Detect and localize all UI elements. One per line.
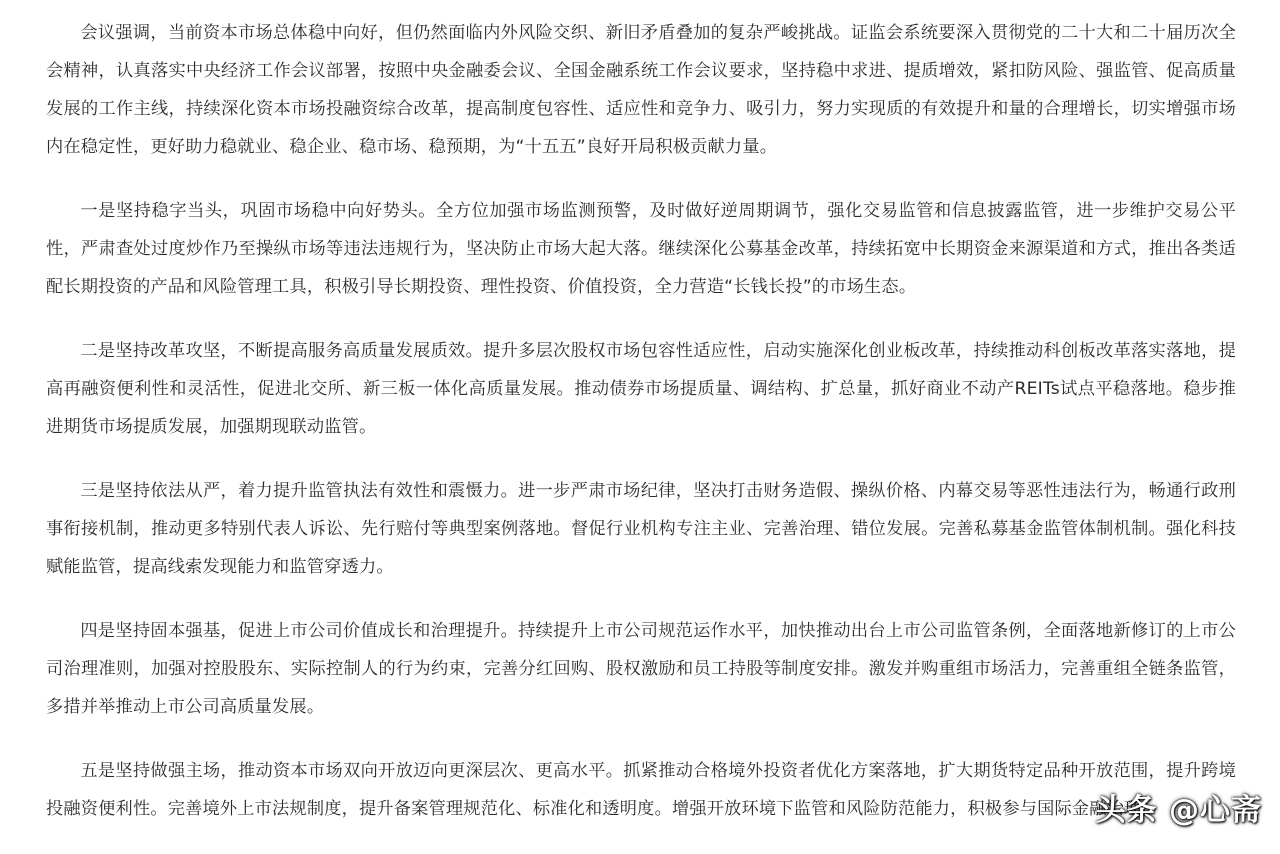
paragraph-point-3: 三是坚持依法从严，着力提升监管执法有效性和震慑力。进一步严肃市场纪律，坚决打击财务造假、操纵价格、内幕交易等恶性违法行为，畅通行政刑事衔接机制，推动更多特别代表人诉讼、先行赔付等典型案例落地。督促行业机构专注主业、完善治理、错位发展。完善私募基金监管体制机制。强化科技赋能监管，提高线索发现能力和监管穿透力。 — [46, 481, 1236, 577]
paragraph-point-4: 四是坚持固本强基，促进上市公司价值成长和治理提升。持续提升上市公司规范运作水平，加快推动出台上市公司监管条例，全面落地新修订的上市公司治理准则，加强对控股股东、实际控制人的行为约束，完善分红回购、股权激励和员工持股等制度安排。激发并购重组市场活力，完善重组全链条监管，多措并举推动上市公司高质量发展。 — [46, 621, 1236, 717]
article-body — [46, 14, 1236, 854]
paragraph-point-5: 五是坚持做强主场，推动资本市场双向开放迈向更深层次、更高水平。抓紧推动合格境外投资者优化方案落地，扩大期货特定品种开放范围，提升跨境投融资便利性。完善境外上市法规制度，提升备案管理规范化、标准化和透明度。增强开放环境下监管和风险防范能力，积极参与国际金融治理。 — [46, 761, 1236, 819]
paragraph-intro: 会议强调，当前资本市场总体稳中向好，但仍然面临内外风险交织、新旧矛盾叠加的复杂严峻挑战。证监会系统要深入贯彻党的二十大和二十届历次全会精神，认真落实中央经济工作会议部署，按照中央金融委会议、全国金融系统工作会议要求，坚持稳中求进、提质增效，紧扣防风险、强监管、促高质量发展的工作主线，持续深化资本市场投融资综合改革，提高制度包容性、适应性和竞争力、吸引力，努力实现质的有效提升和量的合理增长，切实增强市场内在稳定性，更好助力稳就业、稳企业、稳市场、稳预期，为“十五五”良好开局积极贡献力量。 — [46, 23, 1236, 157]
watermark-text: 头条 @心斋 — [1095, 793, 1262, 828]
watermark — [1096, 785, 1262, 829]
paragraph-point-2: 二是坚持改革攻坚，不断提高服务高质量发展质效。提升多层次股权市场包容性适应性，启动实施深化创业板改革，持续推动科创板改革落实落地，提高再融资便利性和灵活性，促进北交所、新三板一体化高质量发展。推动债券市场提质量、调结构、扩总量，抓好商业不动产REITs试点平稳落地。稳步推进期货市场提质发展，加强期现联动监管。 — [46, 341, 1236, 437]
paragraph-point-1: 一是坚持稳字当头，巩固市场稳中向好势头。全方位加强市场监测预警，及时做好逆周期调节，强化交易监管和信息披露监管，进一步维护交易公平性，严肃查处过度炒作乃至操纵市场等违法违规行为，坚决防止市场大起大落。继续深化公募基金改革，持续拓宽中长期资金来源渠道和方式，推出各类适配长期投资的产品和风险管理工具，积极引导长期投资、理性投资、价值投资，全力营造“长钱长投”的市场生态。 — [46, 201, 1236, 297]
